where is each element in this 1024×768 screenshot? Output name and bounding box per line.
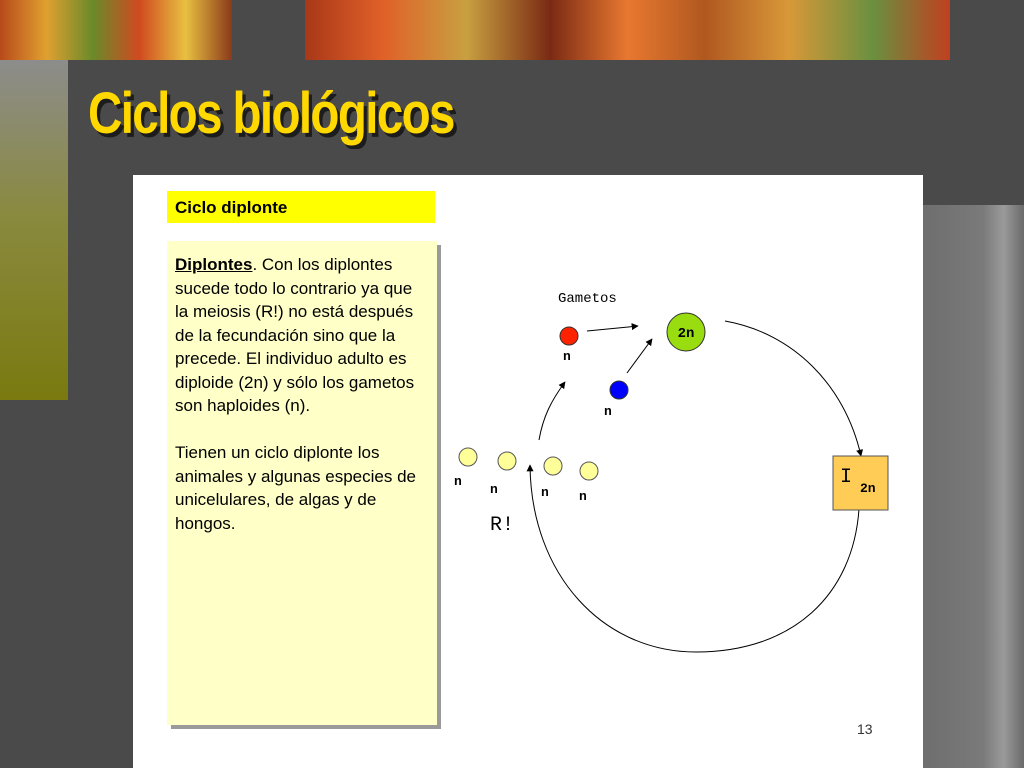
- zygote-ploidy: 2n: [677, 326, 695, 342]
- diplont-cycle-diagram: [133, 175, 923, 768]
- slide-number: 13: [857, 721, 873, 737]
- haploid-cell-3-ploidy: n: [541, 485, 549, 500]
- paragraph-1-text: . Con los diplontes sucede todo lo contrario ya que la meiosis (R!) no está después de la fecundación sino que la precede. El individuo adulto es diploide (2n) y sólo los gametos son haploides (n).: [175, 255, 415, 415]
- slide-content-area: [133, 175, 923, 768]
- haploid-cell-3: [544, 457, 562, 475]
- arrow-meiosis-to-gametes: [539, 382, 565, 440]
- right-decorative-shade: [922, 205, 1024, 768]
- haploid-cell-4: [580, 462, 598, 480]
- header-banner-left: [0, 0, 232, 60]
- meiosis-label: R!: [490, 514, 515, 537]
- section-label: Ciclo diplonte: [167, 191, 435, 223]
- haploid-cell-1-ploidy: n: [454, 474, 462, 489]
- haploid-cell-1: [459, 448, 477, 466]
- red-gamete-ploidy: n: [563, 349, 571, 364]
- gametes-label: Gametos: [558, 291, 617, 307]
- arrow-blue-gamete-to-zygote: [627, 339, 652, 373]
- page-title: Ciclos biológicos: [88, 81, 454, 146]
- term-diplontes: Diplontes: [175, 255, 253, 274]
- haploid-cell-2: [498, 452, 516, 470]
- arrow-red-gamete-to-zygote: [587, 326, 638, 331]
- blue-gamete: [610, 381, 628, 399]
- haploid-cell-4-ploidy: n: [579, 489, 587, 504]
- individual-ploidy: 2n: [860, 481, 876, 496]
- paragraph-2: Tienen un ciclo diplonte los animales y algunas especies de unicelulares, de algas y de hongos.: [175, 443, 416, 533]
- haploid-cell-2-ploidy: n: [490, 482, 498, 497]
- left-decorative-strip: [0, 60, 68, 400]
- blue-gamete-ploidy: n: [604, 404, 612, 419]
- header-banner-right: [305, 0, 950, 60]
- cycle-arc-top: [725, 321, 861, 456]
- red-gamete: [560, 327, 578, 345]
- individual-label: I: [840, 466, 853, 489]
